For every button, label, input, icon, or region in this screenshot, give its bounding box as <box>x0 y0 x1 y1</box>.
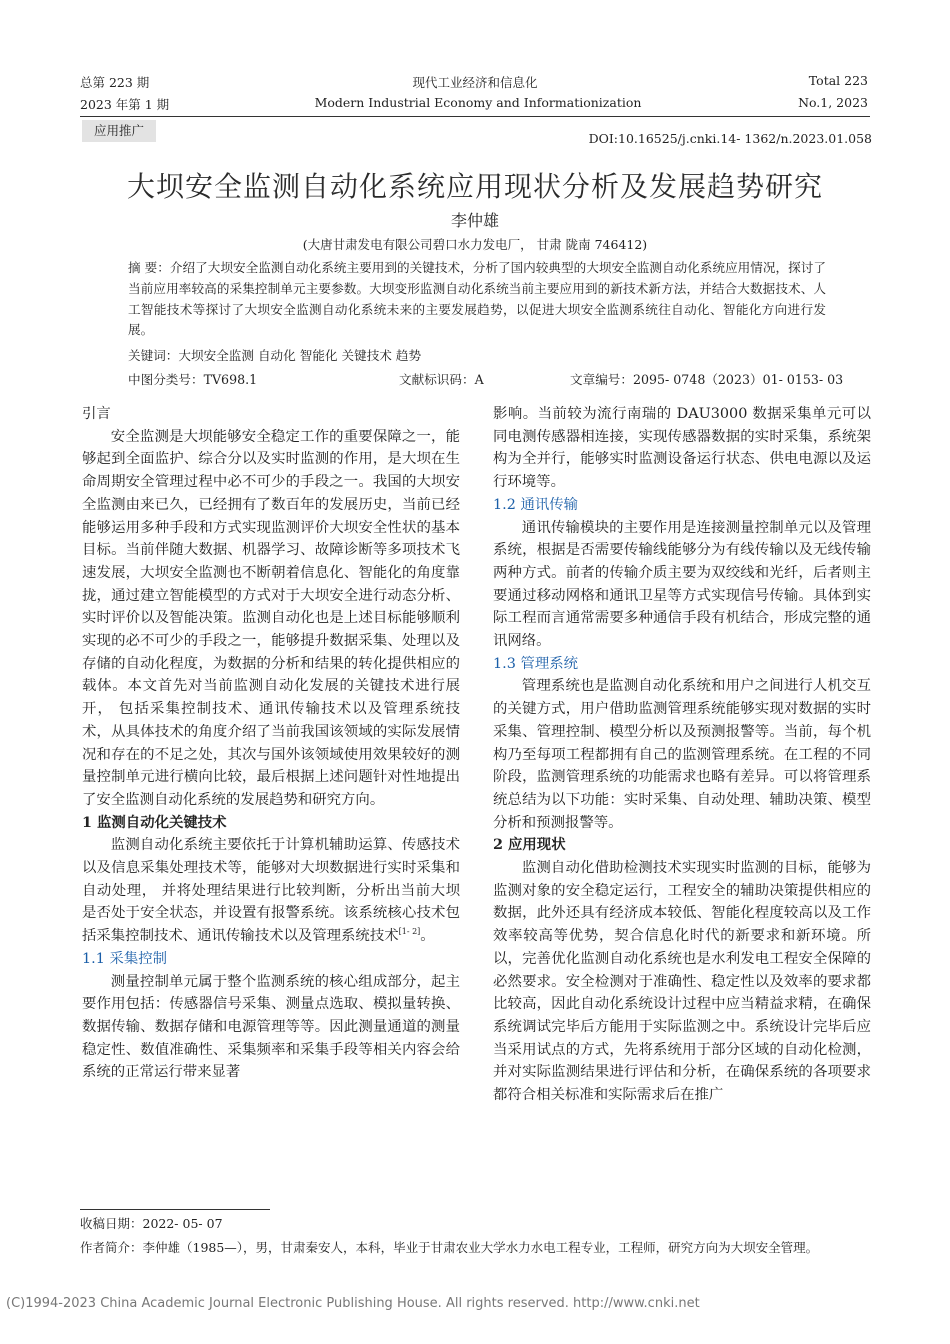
section-1-paragraph <box>82 834 460 948</box>
section-1-2-heading: 1.2 通讯传输 <box>493 496 579 513</box>
section-1-end: 。 <box>420 928 435 945</box>
issue-total-en: Total 223 <box>808 73 868 88</box>
abstract: 摘 要：介绍了大坝安全监测自动化系统主要用到的关键技术，分析了国内较典型的大坝安全监测自动化系统应用情况，探讨了当前应用率较高的采集控制单元主要参数。大坝变形监测自动化系统当前主要应用到的新技术新方法，并结合大数据技术、人工智能技术等探讨了大坝安全监测自动化系统未来的主要发展趋势，以促进大坝安全监测系统往自动化、智能化方向进行发展。 <box>128 260 826 338</box>
section-2-paragraph: 监测自动化借助检测技术实现实时监测的目标，能够为监测对象的安全稳定运行，工程安全的辅助决策提供相应的数据，此外还具有经济成本较低、智能化程度较高以及工作效率较高等优势，契合信息化时代的新要求和新环境。所以，完善优化监测自动化系统也是水利发电工程安全保障的必然要求。安全检测对于准确性、稳定性以及效率的要求都比较高，因此自动化系统设计过程中应当精益求精，在确保系统调试完毕后方能用于实际监测之中。系统设计完毕后应当采用试点的方式，先将系统用于部分区域的自动化检测，并对实际监测结果进行评估和分析，在确保系统的各项要求都符合相关标准和实际需求后在推广 <box>493 860 871 1104</box>
category-tag: 应用推广 <box>82 120 156 142</box>
issue-total-cn: 总第 223 期 <box>80 75 150 90</box>
journal-name-en: Modern Industrial Economy and Informationization <box>314 95 642 110</box>
section-1-2-paragraph: 通讯传输模块的主要作用是连接测量控制单元以及管理系统，根据是否需要传输线能够分为有线传输以及无线传输两种方式。前者的传输介质主要为双绞线和光纤，后者则主要通过移动网格和通讯卫星等方式实现信号传输。具体到实际工程而言通常需要多种通信手段有机结合，形成完整的通讯网络。 <box>493 519 871 650</box>
header-rule <box>80 116 870 117</box>
author-name: 李仲雄 <box>450 211 499 230</box>
section-1-text: 监测自动化系统主要依托于计算机辅助运算、传感技术以及信息采集处理技术等，能够对大坝数据进行实时采集和自动处理， 并将处理结果进行比较判断，分析出当前大坝是否处于安全状态，并设置有报警系统。该系统核心技术包括采集控制技术、通讯传输技术以及管理系统技术 <box>82 837 460 945</box>
document-code: 文献标识码：A <box>399 372 484 387</box>
received-date: 收稿日期：2022- 05- 07 <box>80 1216 223 1231</box>
section-1-1-heading: 1.1 采集控制 <box>82 950 168 967</box>
intro-paragraph: 安全监测是大坝能够安全稳定工作的重要保障之一，能够起到全面监护、综合分以及实时监测的作用，是大坝在生命周期安全管理过程中必不可少的手段之一。我国的大坝安全监测由来已久，已经拥有了数百年的发展历史，当前已经能够运用多种手段和方式实现监测评价大坝安全性状的基本目标。当前伴随大数据、机器学习、故障诊断等多项技术飞速发展，大坝安全监测也不断朝着信息化、智能化的角度靠拢，通过建立智能模型的方式对于大坝安全进行动态分析、实时评价以及智能决策。监测自动化也是上述目标能够顺利实现的必不可少的手段之一，能够提升数据采集、处理以及存储的自动化程度，为数据的分析和结果的转化提供相应的载体。本文首先对当前监测自动化发展的关键技术进行展开， 包括采集控制技术、通讯传输技术以及管理系统技术，从具体技术的角度介绍了当前我国该领域的实际发展情况和存在的不足之处，其次与国外该领域使用效果较好的测量控制单元进行横向比较，最后根据上述问题针对性地提出了安全监测自动化系统的发展趋势和研究方向。 <box>82 428 460 808</box>
right-column <box>493 403 871 1107</box>
paper-title: 大坝安全监测自动化系统应用现状分析及发展趋势研究 <box>126 170 823 203</box>
doi: DOI:10.16525/j.cnki.14- 1362/n.2023.01.058 <box>588 131 872 146</box>
issue-number-en: No.1, 2023 <box>798 95 868 110</box>
keywords: 关键词：大坝安全监测 自动化 智能化 关键技术 趋势 <box>128 348 422 363</box>
section-1-1-continued: 影响。当前较为流行南瑞的 DAU3000 数据采集单元可以同电测传感器相连接，实现传感器数据的实时采集，系统架构为全并行，能够实时监测设备运行状态、供电电源以及运行环境等。 <box>493 406 871 491</box>
author-affiliation: (大唐甘肃发电有限公司碧口水力发电厂， 甘肃 陇南 746412) <box>302 237 648 252</box>
intro-heading: 引言 <box>82 406 111 422</box>
journal-name-cn: 现代工业经济和信息化 <box>412 75 538 90</box>
section-1-heading: 1 监测自动化关键技术 <box>82 813 227 831</box>
section-1-3-heading: 1.3 管理系统 <box>493 655 579 672</box>
section-1-1-paragraph: 测量控制单元属于整个监测系统的核心组成部分，起主要作用包括：传感器信号采集、测量点选取、模拟量转换、数据传输、数据存储和电源管理等等。因此测量通道的测量稳定性、数值准确性、采集频率和采集手段等相关内容会给系统的正常运行带来显著 <box>82 973 460 1081</box>
copyright-notice: (C)1994-2023 China Academic Journal Electronic Publishing House. All rights reserved. http://www.cnki.net <box>6 1296 700 1311</box>
section-1-citation: [1- 2] <box>398 927 421 937</box>
section-1-3-paragraph: 管理系统也是监测自动化系统和用户之间进行人机交互的关键方式，用户借助监测管理系统能够实现对数据的实时采集、管理控制、模型分析以及预测报警等。当前，每个机构乃至每项工程都拥有自己的监测管理系统。在工程的不同阶段，监测管理系统的功能需求也略有差异。可以将管理系统总结为以下功能：实时采集、自动处理、辅助决策、模型分析和预测报警等。 <box>493 678 871 831</box>
article-number: 文章编号：2095- 0748（2023）01- 0153- 03 <box>570 372 844 387</box>
clc-number: 中图分类号：TV698.1 <box>128 372 258 387</box>
section-2-heading: 2 应用现状 <box>493 836 566 854</box>
left-column <box>82 403 460 1084</box>
issue-year-cn: 2023 年第 1 期 <box>80 97 170 112</box>
footnote-rule <box>80 1209 270 1210</box>
author-bio: 作者简介：李仲雄（1985—），男，甘肃秦安人，本科，毕业于甘肃农业大学水力水电工程专业，工程师，研究方向为大坝安全管理。 <box>80 1240 819 1255</box>
